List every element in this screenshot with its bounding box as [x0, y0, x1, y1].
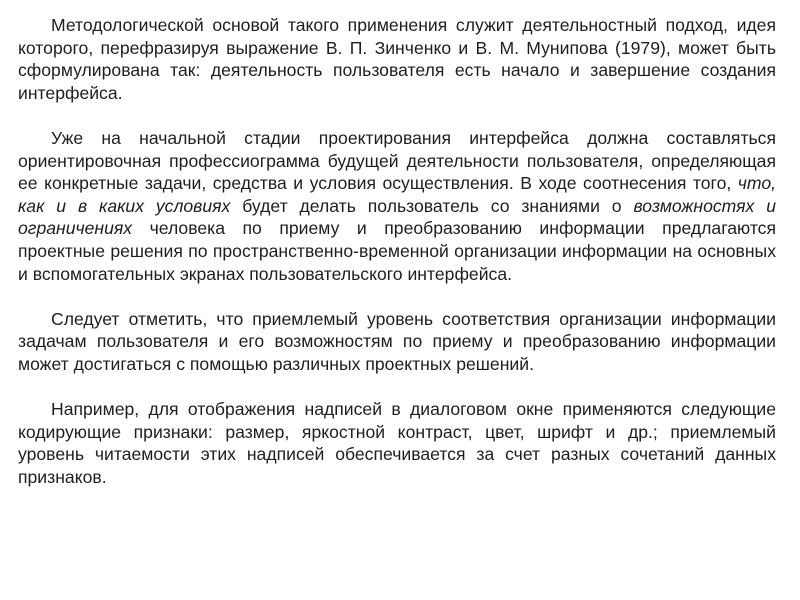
paragraph-design-stage: [18, 127, 776, 285]
italic-phrase-abilities-limitations: возможностях и ограничениях: [18, 195, 776, 239]
paragraph-text: Уже на начальной стадии проектирования интерфейса должна составляться ориентировочная профессиограмма будущей деятельности пользователя, определяющая ее конкретные задачи, средства и условия осуществления. В ходе соотнесения того,: [18, 127, 776, 194]
paragraph-methodology: [18, 14, 776, 104]
paragraph-acceptable-level: [18, 308, 776, 376]
paragraph-text: Методологической основой такого применения служит деятельностный подход, идея которого, перефразируя выражение В. П. Зинченко и В. М. Мунипова (1979), может быть сформулирована так: деятельность пользователя есть начало и завершение создания интерфейса.: [18, 15, 776, 103]
paragraph-text: человека по приему и преобразованию информации предлагаются проектные решения по пространственно-временной организации информации на основных и вспомогательных экранах пользовательского интерфейса.: [18, 218, 776, 284]
paragraph-text: будет делать пользователь со знаниями о: [230, 195, 634, 216]
paragraph-text: Например, для отображения надписей в диалоговом окне применяются следующие кодирующие признаки: размер, яркостной контраст, цвет, шрифт и др.; приемлемый уровень читаемости этих надписей обеспечивается за счет разных сочетаний данных признаков.: [18, 399, 776, 487]
italic-phrase-what-how-conditions: что, как и в каких условиях: [18, 173, 776, 216]
paragraph-text: Следует отметить, что приемлемый уровень соответствия организации информации задачам пользователя и его возможностям по приему и преобразованию информации может достигаться с помощью различных проектных решений.: [18, 308, 776, 374]
paragraph-example: [18, 398, 776, 488]
